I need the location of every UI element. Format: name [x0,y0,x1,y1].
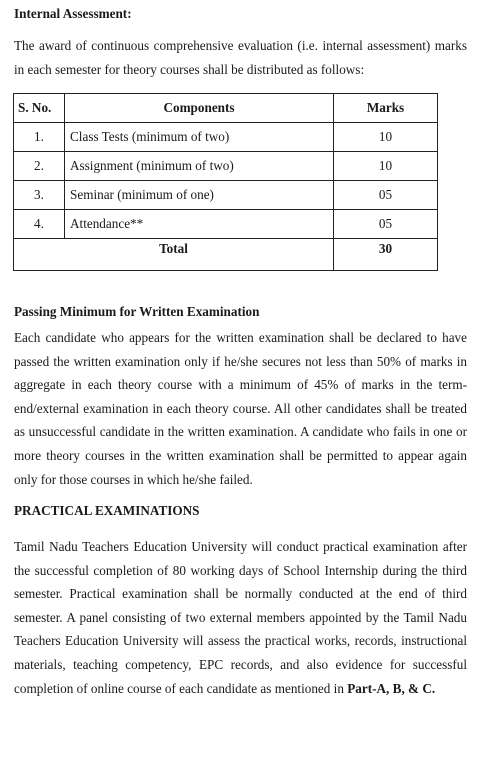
row-component: Attendance** [65,210,334,239]
row-sno: 4. [14,210,65,239]
table-header-row [14,94,438,123]
practical-examinations-body [14,535,467,700]
passing-minimum-heading: Passing Minimum for Written Examination [14,304,260,319]
row-component: Assignment (minimum of two) [65,152,334,181]
total-label: Total [14,239,334,271]
row-sno: 2. [14,152,65,181]
row-sno: 1. [14,123,65,152]
table-row [14,152,438,181]
practical-body-text: Tamil Nadu Teachers Education University will conduct practical examination after the successful completion of 80 working days of School Internship during the third semester. Practical examination shall be normally conducted at the end of third semester. A panel consisting of two external members appointed by the Tamil Nadu Teachers Education University will assess the practical works, records, instructional materials, teaching competency, EPC records, and also evidence for successful completion of online course of each candidate as mentioned in [14,539,467,696]
row-marks: 10 [334,123,438,152]
header-components: Components [65,94,334,123]
row-marks: 05 [334,181,438,210]
practical-body-bold-tail: Part-A, B, & C. [347,680,436,696]
row-marks: 10 [334,152,438,181]
table-row [14,210,438,239]
row-sno: 3. [14,181,65,210]
row-component: Seminar (minimum of one) [65,181,334,210]
table-row [14,123,438,152]
header-marks: Marks [334,94,438,123]
internal-assessment-intro: The award of continuous comprehensive evaluation (i.e. internal assessment) marks in each semester for theory courses shall be distributed as follows: [14,38,467,77]
row-component: Class Tests (minimum of two) [65,123,334,152]
row-marks: 05 [334,210,438,239]
internal-assessment-heading: Internal Assessment: [14,6,132,21]
table-row [14,181,438,210]
table-total-row [14,239,438,271]
passing-minimum-body: Each candidate who appears for the written examination shall be declared to have passed the written examination only if he/she secures not less than 50% of marks in aggregate in each theory course with a minimum of 45% of marks in the term-end/external examination in each theory course. All other candidates shall be treated as unsuccessful candidate in the written examination. A candidate who fails in one or more theory courses in the written examination shall be permitted to appear again only for those courses in which he/she failed. [14,330,467,487]
marks-distribution-table [13,93,438,271]
total-value: 30 [334,239,438,271]
practical-examinations-heading: PRACTICAL EXAMINATIONS [14,503,200,518]
header-sno: S. No. [14,94,65,123]
